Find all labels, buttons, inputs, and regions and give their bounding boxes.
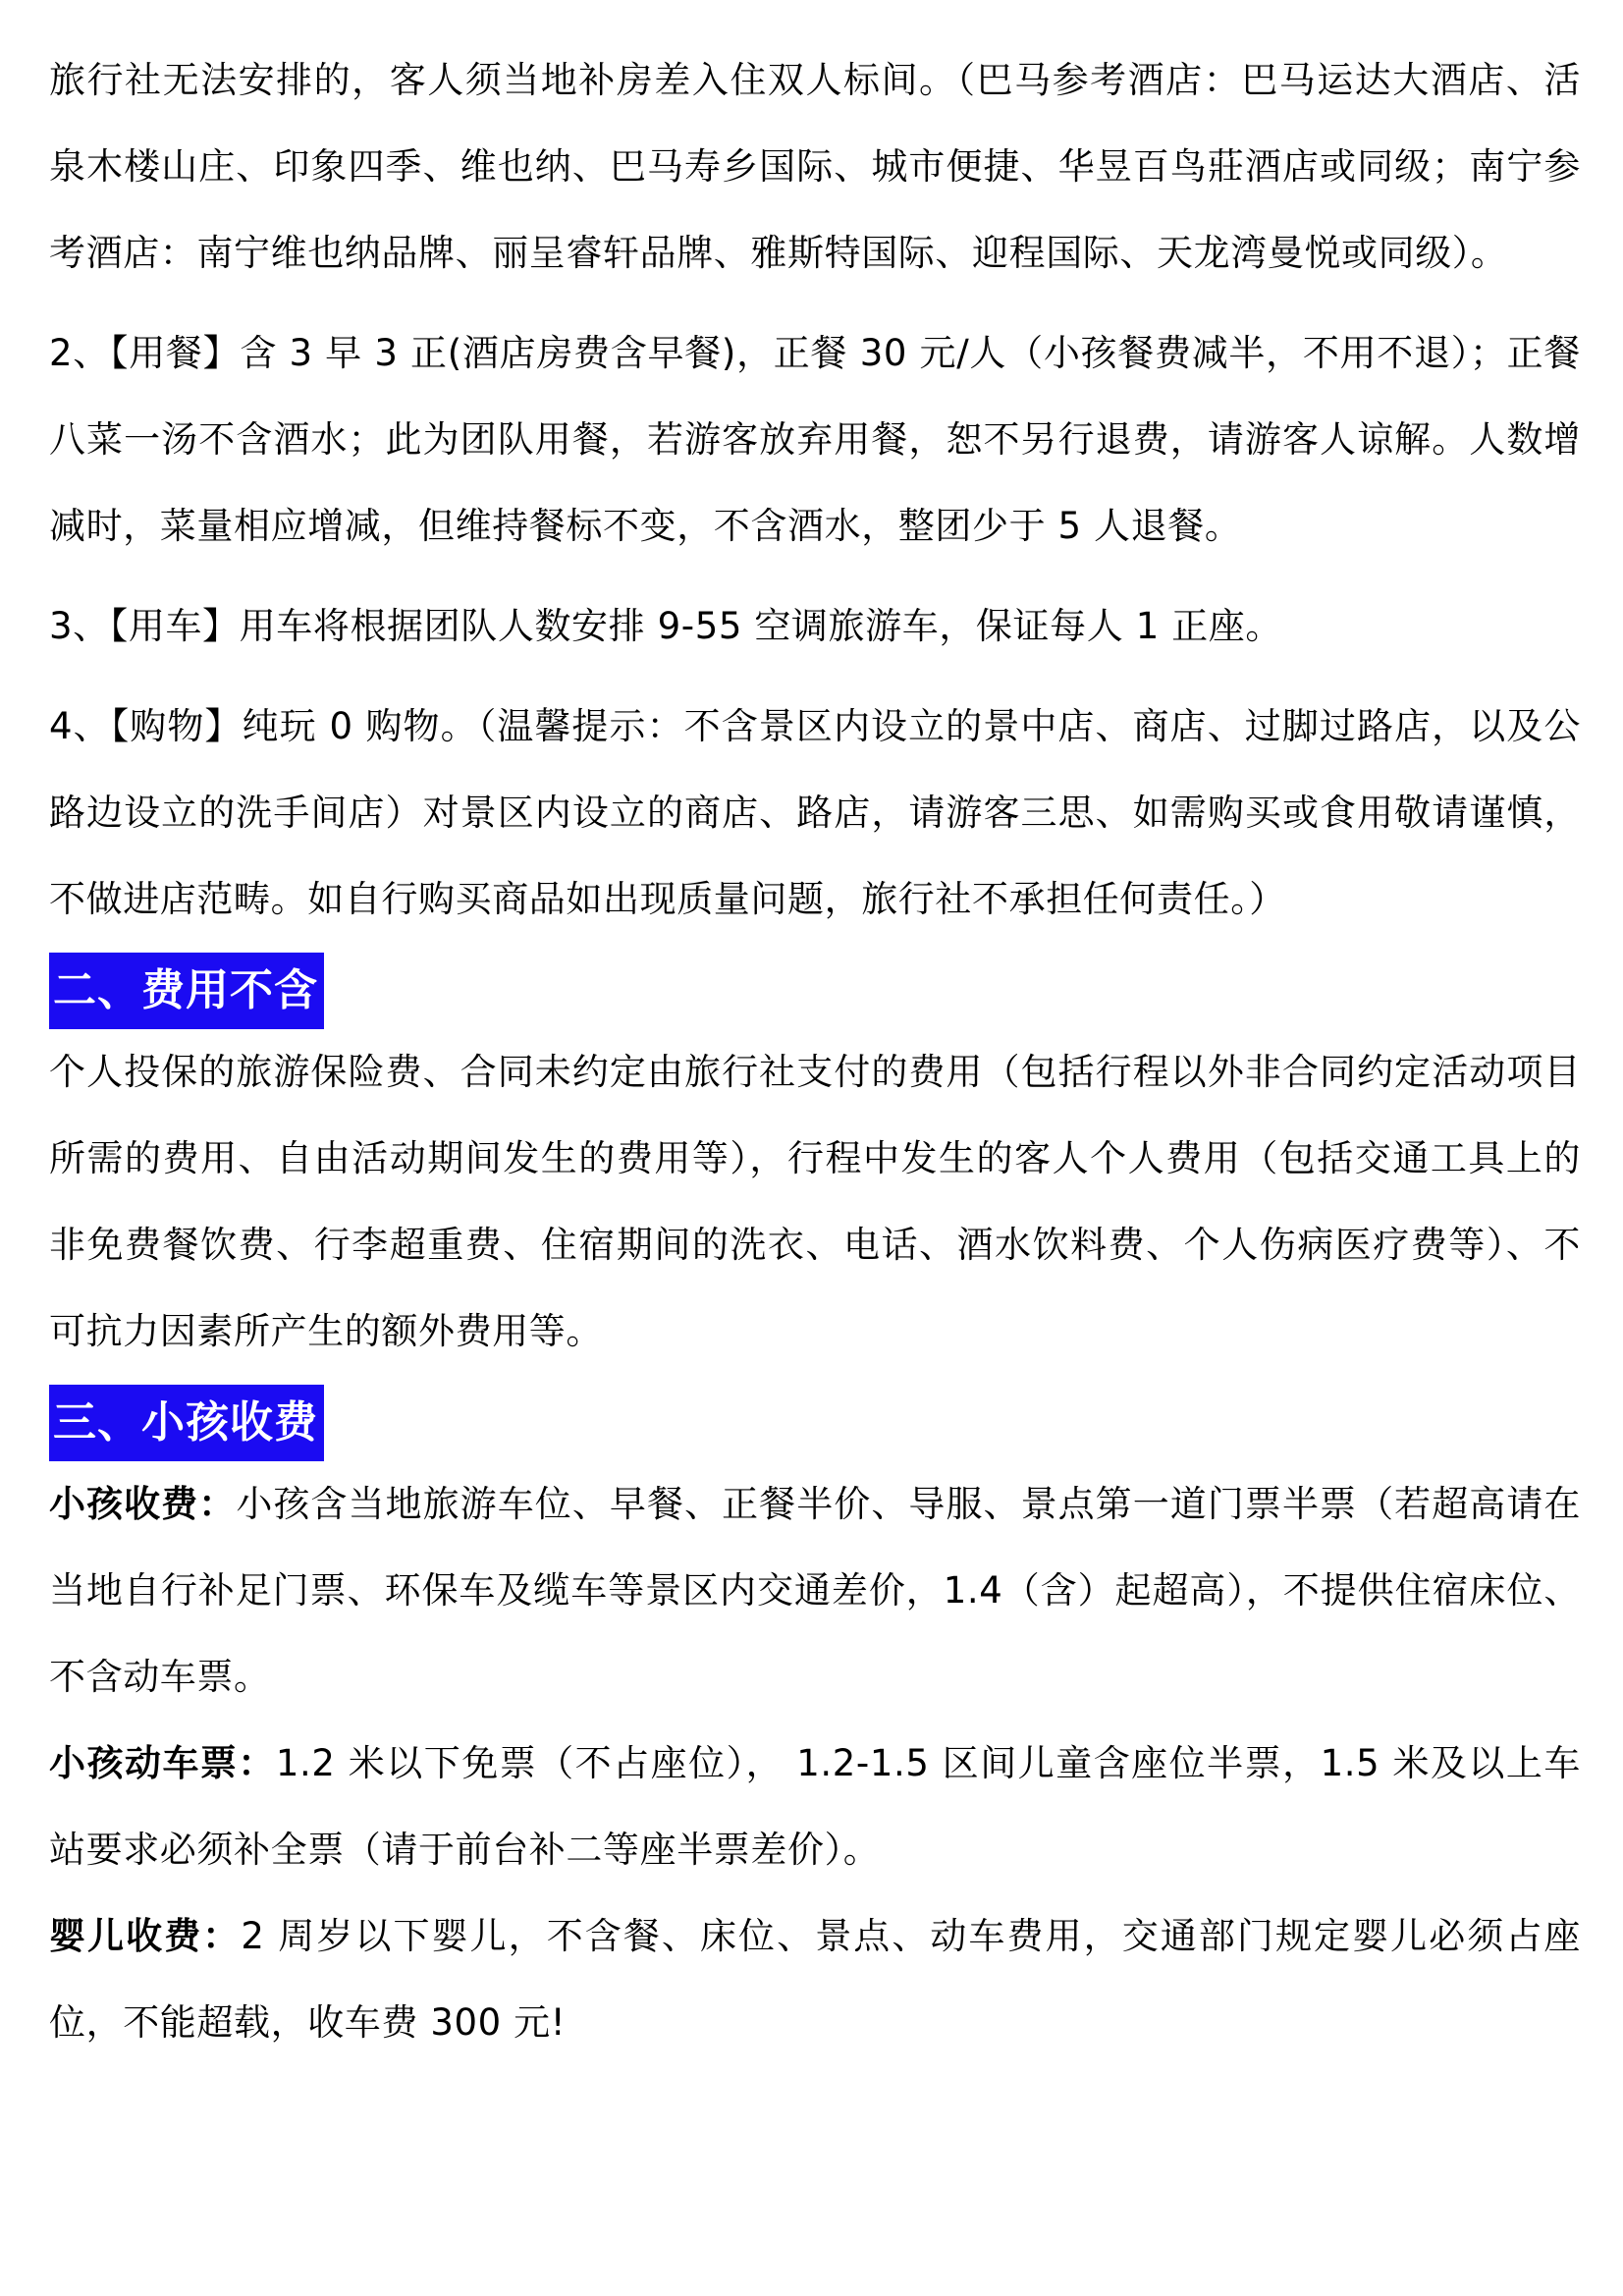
children-heading-row [49,1375,1581,1461]
child-fee-label: 小孩收费： [49,1483,237,1525]
infant-fee-text: 2 周岁以下婴儿，不含餐、床位、景点、动车费用，交通部门规定婴儿必须占座位，不能超载，收车费 300 元! [49,1915,1582,2044]
section-heading-children: 三、小孩收费 [49,1385,324,1461]
child-train-text: 1.2 米以下免票（不占座位）， 1.2-1.5 区间儿童含座位半票，1.5 米及以上车站要求必须补全票（请于前台补二等座半票差价）。 [49,1742,1581,1871]
document-page [49,37,1581,2066]
section-heading-excluded: 二、费用不含 [49,953,324,1029]
hotel-note-paragraph: 旅行社无法安排的，客人须当地补房差入住双人标间。（巴马参考酒店：巴马运达大酒店、活泉木楼山庄、印象四季、维也纳、巴马寿乡国际、城市便捷、华昱百鸟莊酒店或同级；南宁参考酒店：南宁维也纳品牌、丽呈睿轩品牌、雅斯特国际、迎程国际、天龙湾曼悦或同级）。 [49,59,1581,274]
excluded-heading-row [49,943,1581,1029]
child-train-paragraph [49,1721,1581,1893]
child-fee-text: 小孩含当地旅游车位、早餐、正餐半价、导服、景点第一道门票半票（若超高请在当地自行补足门票、环保车及缆车等景区内交通差价，1.4（含）起超高），不提供住宿床位、不含动车票。 [49,1483,1582,1698]
meals-paragraph: 2、【用餐】含 3 早 3 正(酒店房费含早餐)，正餐 30 元/人（小孩餐费减半，不用不退）；正餐八菜一汤不含酒水；此为团队用餐，若游客放弃用餐，恕不另行退费，请游客人谅解。人数增减时，菜量相应增减，但维持餐标不变，不含酒水，整团少于 5 人退餐。 [49,332,1581,547]
excluded-paragraph: 个人投保的旅游保险费、合同未约定由旅行社支付的费用（包括行程以外非合同约定活动项目所需的费用、自由活动期间发生的费用等），行程中发生的客人个人费用（包括交通工具上的非免费餐饮费、行李超重费、住宿期间的洗衣、电话、酒水饮料费、个人伤病医疗费等）、不可抗力因素所产生的额外费用等。 [49,1051,1581,1352]
shopping-paragraph: 4、【购物】纯玩 0 购物。（温馨提示：不含景区内设立的景中店、商店、过脚过路店，以及公路边设立的洗手间店）对景区内设立的商店、路店，请游客三思、如需购买或食用敬请谨慎，不做进店范畴。如自行购买商品如出现质量问题，旅行社不承担任何责任。） [49,705,1581,920]
child-fee-paragraph [49,1461,1581,1721]
vehicle-paragraph: 3、【用车】用车将根据团队人数安排 9-55 空调旅游车，保证每人 1 正座。 [49,605,1282,647]
child-train-label: 小孩动车票： [49,1742,276,1784]
infant-fee-label: 婴儿收费： [49,1915,242,1957]
infant-fee-paragraph [49,1893,1581,2066]
